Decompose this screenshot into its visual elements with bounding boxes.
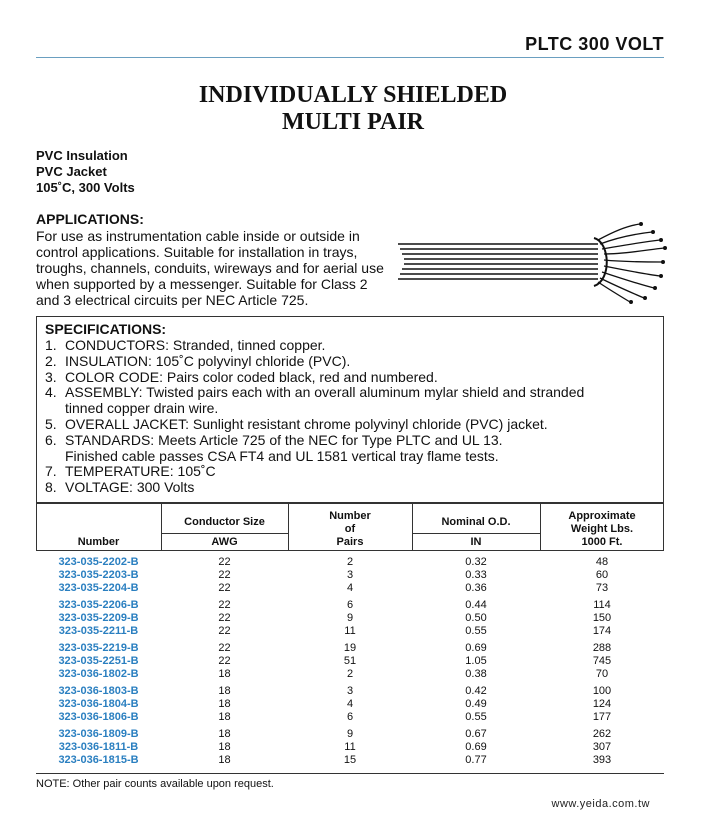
spec-item [45, 370, 584, 386]
header-pairs-line-3: Pairs [336, 536, 364, 548]
table-row [36, 569, 664, 582]
part-number: 323-035-2203-B [58, 569, 139, 581]
spec-number: 5. [45, 415, 57, 432]
table-row [36, 711, 664, 724]
table-row [36, 599, 664, 612]
property-jacket: PVC Jacket [36, 164, 107, 179]
header-number: Number [77, 536, 120, 548]
part-number: 323-036-1806-B [58, 711, 139, 723]
spec-item [45, 480, 584, 496]
table-row [36, 741, 664, 754]
pairs-value: 3 [346, 685, 354, 697]
cable-conductors [598, 224, 664, 302]
header-rule [36, 57, 664, 58]
properties [36, 148, 135, 196]
awg-value: 22 [218, 556, 231, 568]
applications-body: For use as instrumentation cable inside or outside in control applications. Suitable for installation in trays, troughs, channels, conduits, wireways and for aerial use when supported by a messenger. Suitable for Class 2 and 3 electrical circuits per NEC Article 725. [36, 228, 384, 308]
awg-value: 22 [218, 642, 231, 654]
weight-value: 100 [592, 685, 612, 697]
table-row [36, 685, 664, 698]
awg-value: 22 [218, 612, 231, 624]
pairs-value: 2 [346, 556, 354, 568]
specifications-heading: SPECIFICATIONS: [45, 321, 167, 337]
header-od-unit: IN [470, 536, 482, 548]
spec-number: 1. [45, 337, 57, 353]
awg-value: 18 [218, 711, 231, 723]
od-value: 0.55 [465, 625, 487, 637]
weight-value: 73 [595, 582, 609, 594]
note: NOTE: Other pair counts available upon request. [36, 778, 274, 790]
property-insulation: PVC Insulation [36, 148, 128, 163]
awg-value: 22 [218, 569, 231, 581]
part-number: 323-035-2219-B [58, 642, 139, 654]
pairs-value: 11 [344, 625, 356, 637]
spec-text: INSULATION: 105˚C polyvinyl chloride (PVC). [65, 352, 351, 369]
part-number: 323-035-2204-B [58, 582, 139, 594]
od-value: 0.55 [465, 711, 487, 723]
header-weight-line-2: Weight Lbs. [570, 523, 634, 535]
main-title-line-2: MULTI PAIR [281, 109, 425, 135]
od-value: 0.33 [465, 569, 487, 581]
cable-illustration [398, 218, 670, 304]
awg-value: 18 [218, 728, 231, 740]
footer-site: www.yeida.com.tw [551, 798, 650, 810]
header-pairs-line-1: Number [329, 510, 371, 522]
table-row [36, 582, 664, 595]
weight-value: 262 [592, 728, 612, 740]
header-nominal-od: Nominal O.D. [441, 516, 511, 528]
weight-value: 288 [592, 642, 612, 654]
spec-text: CONDUCTORS: Stranded, tinned copper. [65, 337, 326, 353]
spec-text: VOLTAGE: 300 Volts [65, 479, 195, 496]
spec-text: OVERALL JACKET: Sunlight resistant chrome polyvinyl chloride (PVC) jacket. [65, 415, 548, 432]
part-number: 323-036-1803-B [58, 685, 139, 697]
table-row [36, 612, 664, 625]
part-number: 323-035-2202-B [58, 556, 139, 568]
od-value: 0.49 [465, 698, 487, 710]
awg-value: 22 [218, 655, 231, 667]
table-row [36, 655, 664, 668]
awg-value: 22 [218, 582, 231, 594]
od-value: 1.05 [465, 655, 487, 667]
pairs-value: 15 [343, 754, 357, 766]
od-value: 0.69 [465, 642, 487, 654]
pairs-value: 4 [346, 582, 354, 594]
table-row [36, 556, 664, 569]
table-row [36, 668, 664, 681]
spec-item [45, 354, 584, 370]
pairs-value: 4 [346, 698, 354, 710]
header-weight-line-1: Approximate [568, 510, 636, 522]
part-number: 323-036-1802-B [58, 668, 139, 680]
header-conductor-size: Conductor Size [184, 516, 265, 528]
header-pairs [288, 510, 412, 549]
table-body [36, 556, 664, 767]
weight-value: 393 [592, 754, 612, 766]
weight-value: 307 [592, 741, 612, 753]
awg-value: 18 [218, 668, 231, 680]
od-value: 0.42 [465, 685, 487, 697]
od-value: 0.77 [465, 754, 487, 766]
od-value: 0.36 [465, 582, 487, 594]
awg-value: 22 [218, 625, 231, 637]
applications-heading: APPLICATIONS: [36, 211, 144, 227]
spec-number: 6. [45, 431, 57, 448]
spec-item [45, 464, 584, 480]
weight-value: 745 [592, 655, 612, 667]
header-title: PLTC 300 VOLT [525, 34, 664, 54]
awg-value: 18 [218, 754, 231, 766]
spec-number: 4. [45, 384, 57, 401]
part-number: 323-035-2209-B [58, 612, 139, 624]
spec-number: 8. [45, 479, 57, 496]
table-row [36, 728, 664, 741]
property-rating: 105˚C, 300 Volts [36, 180, 135, 195]
weight-value: 114 [593, 599, 611, 611]
spec-number: 2. [45, 352, 57, 369]
awg-value: 22 [218, 599, 231, 611]
part-number: 323-036-1815-B [58, 754, 139, 766]
part-number: 323-036-1811-B [58, 741, 139, 753]
pairs-value: 11 [344, 741, 356, 753]
table-row [36, 698, 664, 711]
header-weight [540, 510, 664, 549]
spec-number: 3. [45, 368, 57, 385]
part-number: 323-035-2251-B [58, 655, 139, 667]
spec-text: ASSEMBLY: Twisted pairs each with an overall aluminum mylar shield and stranded tinned copper drain wire. [65, 384, 585, 417]
header-subline [412, 533, 540, 534]
cable-jacket-stripes [398, 244, 598, 279]
table-bottom-rule [36, 773, 664, 774]
pairs-value: 9 [346, 728, 354, 740]
header-weight-line-3: 1000 Ft. [581, 536, 623, 548]
spec-item [45, 417, 584, 433]
od-value: 0.44 [465, 599, 487, 611]
pairs-value: 3 [346, 569, 354, 581]
weight-value: 150 [592, 612, 612, 624]
spec-item [45, 433, 584, 465]
spec-number: 7. [45, 463, 57, 480]
spec-item [45, 385, 584, 417]
main-title-line-1: INDIVIDUALLY SHIELDED [198, 82, 508, 108]
part-number: 323-035-2206-B [58, 599, 139, 611]
weight-value: 70 [595, 668, 609, 680]
specifications-box [36, 316, 664, 503]
part-number: 323-035-2211-B [58, 625, 139, 637]
spec-text: COLOR CODE: Pairs color coded black, red and numbered. [65, 368, 438, 385]
pairs-value: 2 [346, 668, 354, 680]
table-row [36, 754, 664, 767]
od-value: 0.67 [465, 728, 487, 740]
od-value: 0.50 [465, 612, 487, 624]
weight-value: 124 [592, 698, 612, 710]
main-title [0, 82, 706, 136]
pairs-value: 9 [346, 612, 354, 624]
part-number: 323-036-1804-B [58, 698, 139, 710]
od-value: 0.38 [465, 668, 487, 680]
pairs-value: 51 [343, 655, 357, 667]
header-awg: AWG [211, 536, 238, 548]
pairs-value: 6 [346, 599, 354, 611]
spec-item [45, 338, 584, 354]
weight-value: 48 [595, 556, 609, 568]
awg-value: 18 [218, 685, 231, 697]
spec-text: STANDARDS: Meets Article 725 of the NEC for Type PLTC and UL 13. Finished cable passes CSA FT4 and UL 1581 vertical tray flame tests. [65, 431, 503, 464]
header-subline [161, 533, 288, 534]
weight-value: 174 [592, 625, 612, 637]
awg-value: 18 [218, 698, 231, 710]
awg-value: 18 [218, 741, 231, 753]
weight-value: 177 [592, 711, 612, 723]
specifications-list [45, 338, 584, 496]
spec-text: TEMPERATURE: 105˚C [65, 463, 216, 480]
pairs-value: 19 [343, 642, 357, 654]
od-value: 0.69 [465, 741, 487, 753]
weight-value: 60 [595, 569, 609, 581]
od-value: 0.32 [465, 556, 487, 568]
part-number: 323-036-1809-B [58, 728, 139, 740]
pairs-value: 6 [346, 711, 354, 723]
table-row [36, 642, 664, 655]
header-pairs-line-2: of [344, 523, 356, 535]
table-row [36, 625, 664, 638]
